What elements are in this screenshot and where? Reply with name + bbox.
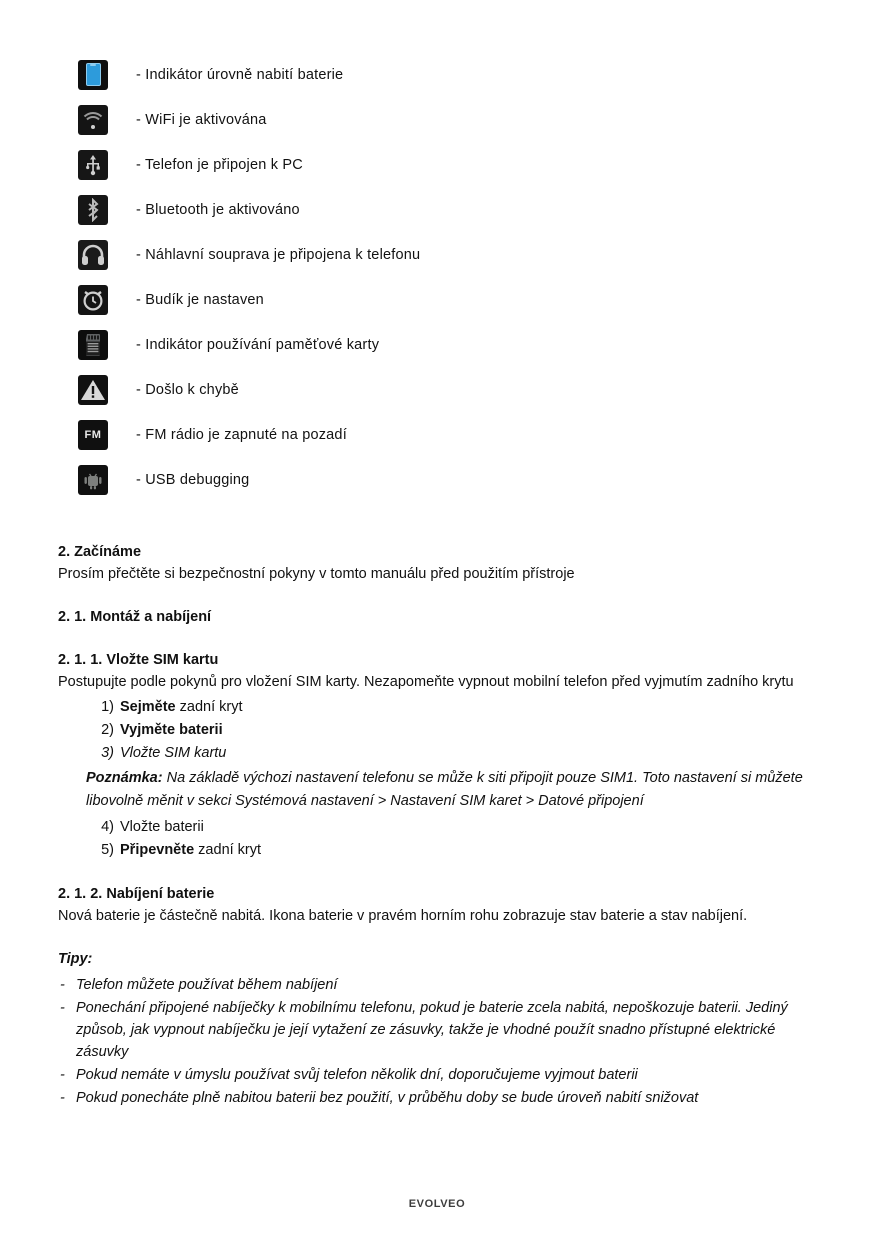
warning-icon (78, 375, 108, 405)
battery-icon (78, 60, 108, 90)
list-item (101, 816, 816, 839)
bullet-dash: - (60, 1090, 65, 1106)
list-item (60, 997, 816, 1063)
icon-cell (58, 150, 136, 180)
list-item-text: zadní kryt (175, 699, 243, 715)
legend-row (58, 412, 816, 457)
bullet-dash: - (60, 1067, 65, 1083)
legend-label: - Telefon je připojen k PC (136, 156, 303, 173)
list-item (60, 1087, 816, 1109)
icon-cell (58, 105, 136, 135)
bullet-dash: - (60, 1000, 65, 1016)
legend-label: - WiFi je aktivována (136, 111, 267, 128)
list-item-number: 1) (101, 699, 114, 715)
note-block (58, 767, 816, 813)
legend-label: - Indikátor úrovně nabití baterie (136, 66, 344, 83)
legend-row (58, 142, 816, 187)
note-text: Na základě výchozi nastavení telefonu se může k siti připojit pouze SIM1. Toto nastavení si můžete libovolně měnit v sekci Systémová nastavení > Nastavení SIM karet > Datové připojení (86, 770, 803, 809)
icon-cell (58, 420, 136, 450)
list-item (101, 719, 816, 742)
legend-label: - Došlo k chybě (136, 381, 239, 398)
icon-cell (58, 465, 136, 495)
legend-row (58, 277, 816, 322)
alarm-clock-icon (78, 285, 108, 315)
document-body (58, 542, 816, 1109)
legend-label: - Budík je nastaven (136, 291, 264, 308)
heading-2-zaciname: 2. Začínáme (58, 544, 142, 560)
list-item-bold: Vyjměte baterii (120, 722, 223, 738)
bluetooth-icon (78, 195, 108, 225)
tips-list (58, 974, 816, 1109)
wifi-icon (78, 105, 108, 135)
sd-card-icon (78, 330, 108, 360)
headset-icon (78, 240, 108, 270)
status-icon-legend (58, 52, 816, 502)
fm-radio-icon (78, 420, 108, 450)
list-item-number: 3) (101, 745, 114, 761)
usb-debugging-icon (78, 465, 108, 495)
icon-cell (58, 195, 136, 225)
tips-heading: Tipy: (58, 951, 93, 967)
legend-row (58, 97, 816, 142)
icon-cell (58, 60, 136, 90)
list-item (101, 696, 816, 719)
heading-21-montaz: 2. 1. Montáž a nabíjení (58, 609, 212, 625)
list-item (101, 742, 816, 765)
legend-row (58, 232, 816, 277)
icon-cell (58, 330, 136, 360)
paragraph-battery: Nová baterie je částečně nabitá. Ikona baterie v pravém horním rohu zobrazuje stav baterie a stav nabíjení. (58, 908, 748, 924)
legend-row (58, 52, 816, 97)
note-label: Poznámka: (86, 770, 163, 786)
list-item-bold: Připevněte (120, 842, 195, 858)
heading-212-nabijeni: 2. 1. 2. Nabíjení baterie (58, 886, 215, 902)
list-item-number: 5) (101, 842, 114, 858)
heading-211-sim: 2. 1. 1. Vložte SIM kartu (58, 652, 219, 668)
legend-label: - FM rádio je zapnuté na pozadí (136, 426, 347, 443)
list-item (101, 839, 816, 862)
page-footer-brand: EVOLVEO (408, 1198, 466, 1210)
legend-label: - Bluetooth je aktivováno (136, 201, 300, 218)
icon-cell (58, 285, 136, 315)
list-item-text: Vložte SIM kartu (120, 745, 227, 761)
list-item-number: 4) (101, 819, 114, 835)
paragraph-safety: Prosím přečtěte si bezpečnostní pokyny v tomto manuálu před použitím přístroje (58, 566, 575, 582)
legend-label: - Indikátor používání paměťové karty (136, 336, 380, 353)
list-item-text: Pokud ponecháte plně nabitou baterii bez použití, v průběhu doby se bude úroveň nabití snižovat (76, 1090, 699, 1106)
sim-steps-list (58, 696, 816, 765)
legend-label: - USB debugging (136, 471, 250, 488)
sim-steps-list-continued (58, 816, 816, 862)
list-item-text: zadní kryt (194, 842, 262, 858)
list-item-number: 2) (101, 722, 114, 738)
paragraph-sim-instructions: Postupujte podle pokynů pro vložení SIM karty. Nezapomeňte vypnout mobilní telefon před vyjmutím zadního krytu (58, 674, 794, 690)
icon-cell (58, 240, 136, 270)
usb-icon (78, 150, 108, 180)
icon-cell (58, 375, 136, 405)
legend-row (58, 367, 816, 412)
legend-label: - Náhlavní souprava je připojena k telefonu (136, 246, 421, 263)
list-item (60, 974, 816, 996)
bullet-dash: - (60, 977, 65, 993)
legend-row (58, 187, 816, 232)
legend-row (58, 322, 816, 367)
list-item-text: Pokud nemáte v úmyslu používat svůj telefon několik dní, doporučujeme vyjmout baterii (76, 1067, 638, 1083)
legend-row (58, 457, 816, 502)
list-item-text: Vložte baterii (120, 819, 204, 835)
list-item (60, 1064, 816, 1086)
fm-radio-label: FM (84, 428, 102, 441)
list-item-text: Telefon můžete používat během nabíjení (76, 977, 338, 993)
list-item-text: Ponechání připojené nabíječky k mobilnímu telefonu, pokud je baterie zcela nabitá, nepoškozuje baterii. Jediný způsob, jak vypnout nabíječku je její vytažení ze zásuvky, takže je vhodné použít snadno přístupné elektrické zásuvky (76, 1000, 788, 1060)
list-item-bold: Sejměte (120, 699, 176, 715)
